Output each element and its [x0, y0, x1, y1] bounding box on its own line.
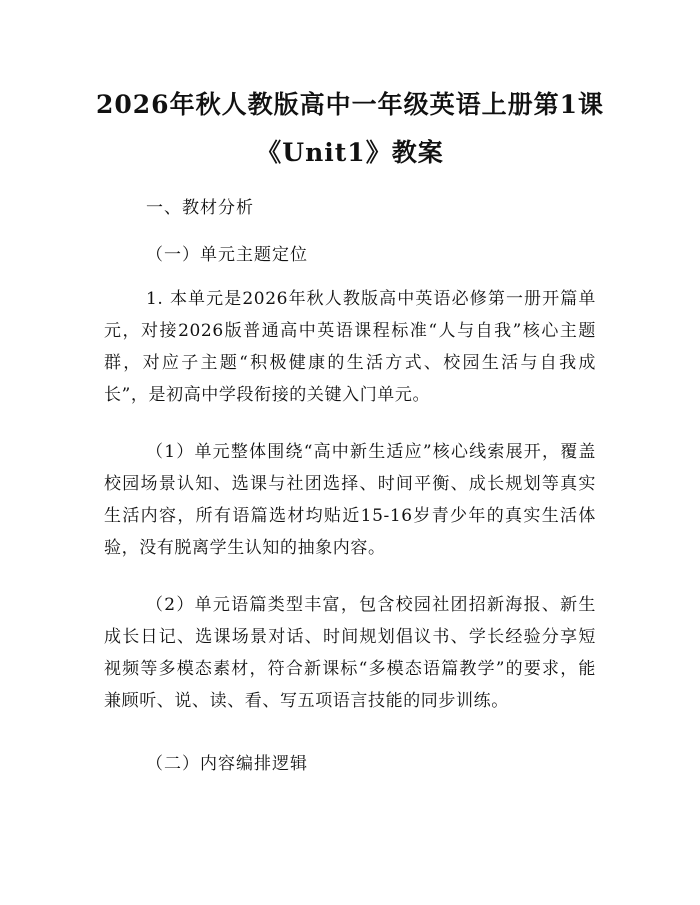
paragraph-unit-storyline: （1）单元整体围绕“高中新生适应”核心线索展开，覆盖校园场景认知、选课与社团选择、时间平衡、成长规划等真实生活内容，所有语篇选材均贴近15-16岁青少年的真实生活体验，没有脱离学生认知的抽象内容。: [104, 442, 596, 558]
subsection-heading-unit-theme: （一）单元主题定位: [146, 245, 308, 265]
document-title-line-1: 2026年秋人教版高中一年级英语上册第1课: [96, 90, 604, 119]
document-title-line-2: 《Unit1》教案: [256, 138, 444, 167]
section-heading-textbook-analysis: 一、教材分析: [146, 198, 254, 218]
subsection-heading-content-logic: （二）内容编排逻辑: [146, 754, 308, 774]
paragraph-unit-overview: 1. 本单元是2026年秋人教版高中英语必修第一册开篇单元，对接2026版普通高中英语课程标准“人与自我”核心主题群，对应子主题“积极健康的生活方式、校园生活与自我成长”，是初高中学段衔接的关键入门单元。: [104, 289, 596, 405]
paragraph-text-types: （2）单元语篇类型丰富，包含校园社团招新海报、新生成长日记、选课场景对话、时间规划倡议书、学长经验分享短视频等多模态素材，符合新课标“多模态语篇教学”的要求，能兼顾听、说、读、看、写五项语言技能的同步训练。: [104, 595, 596, 711]
